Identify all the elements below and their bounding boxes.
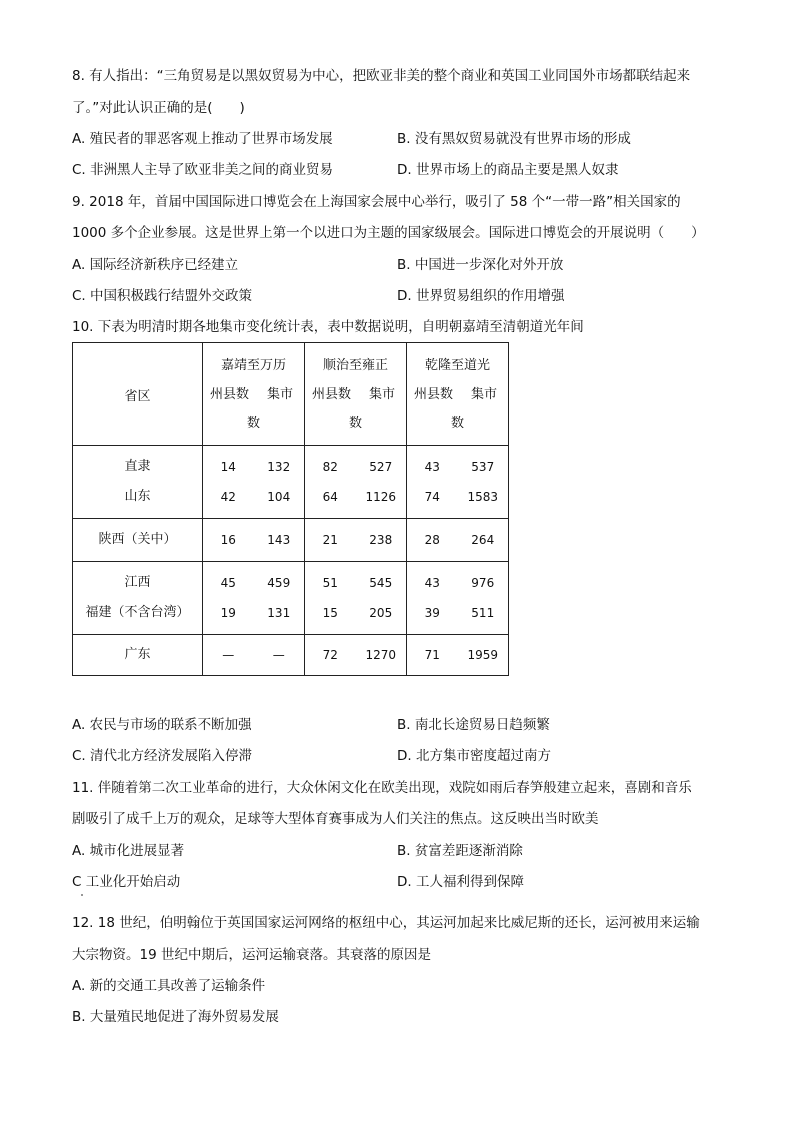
data-cell — [407, 562, 509, 635]
cell-value: 264 — [471, 533, 495, 547]
cell-value: 71 — [424, 648, 440, 662]
q10-option-d[interactable]: D. 北方集市密度超过南方 — [397, 748, 551, 764]
cell-value: 132 — [267, 460, 291, 474]
data-cell — [305, 635, 407, 676]
cell-value: 1270 — [365, 648, 397, 662]
q10-option-a[interactable]: A. 农民与市场的联系不断加强 — [72, 717, 252, 733]
province-cell: 广东 — [73, 635, 203, 676]
cell-value: 1583 — [467, 490, 499, 504]
cell-value: 39 — [424, 606, 440, 620]
q8-stem-line1: 8. 有人指出：“三角贸易是以黑奴贸易为中心，把欧亚非美的整个商业和英国工业同国外市场都联结起来 — [72, 68, 691, 84]
q11-option-d[interactable]: D. 工人福利得到保障 — [397, 874, 524, 890]
cell-value: 43 — [424, 576, 440, 590]
q8-stem-line2: 了。”对此认识正确的是( ) — [72, 100, 245, 116]
table-row — [73, 519, 509, 562]
q11-stem-line2: 剧吸引了成千上万的观众，足球等大型体育赛事成为人们关注的焦点。这反映出当时欧美 — [72, 811, 599, 827]
cell-value: 14 — [220, 460, 236, 474]
q10-option-b[interactable]: B. 南北长途贸易日趋频繁 — [397, 717, 550, 733]
cell-value: 74 — [424, 490, 440, 504]
q11-option-c[interactable]: C 工业化开始启动 — [72, 874, 181, 890]
header-province: 省区 — [73, 343, 203, 446]
province-cell: 江西 福建（不含台湾） — [73, 562, 203, 635]
q12-stem-line1: 12. 18 世纪，伯明翰位于英国国家运河网络的枢纽中心，其运河加起来比威尼斯的还长，运河被用来运输 — [72, 915, 700, 931]
cell-value: 511 — [471, 606, 495, 620]
data-cell — [305, 446, 407, 519]
cell-value: 72 — [322, 648, 338, 662]
data-cell — [203, 519, 305, 562]
cell-value: 43 — [424, 460, 440, 474]
cell-value: 545 — [369, 576, 393, 590]
cell-value: — — [222, 648, 235, 662]
cell-value: 45 — [220, 576, 236, 590]
period-label: 乾隆至道光 — [424, 357, 490, 373]
q12-option-a[interactable]: A. 新的交通工具改善了运输条件 — [72, 978, 266, 994]
period-label: 嘉靖至万历 — [220, 357, 286, 373]
header-period-1 — [203, 343, 305, 446]
q8-option-b[interactable]: B. 没有黑奴贸易就没有世界市场的形成 — [397, 131, 631, 147]
period-label: 顺治至雍正 — [322, 357, 388, 373]
cell-value: 205 — [369, 606, 393, 620]
table-row — [73, 635, 509, 676]
q9-option-b[interactable]: B. 中国进一步深化对外开放 — [397, 257, 564, 273]
cell-value: 19 — [220, 606, 236, 620]
cell-value: 21 — [322, 533, 338, 547]
market-statistics-table — [72, 342, 509, 676]
sub-county: 州县数 — [413, 386, 453, 402]
cell-value: 976 — [471, 576, 495, 590]
table-row — [73, 562, 509, 635]
q9-stem-line2: 1000 多个企业参展。这是世界上第一个以进口为主题的国家级展会。国际进口博览会的开展说明（ ） — [72, 225, 705, 241]
header-period-3 — [407, 343, 509, 446]
data-cell — [305, 562, 407, 635]
q11-option-b[interactable]: B. 贫富差距逐渐消除 — [397, 843, 523, 859]
cell-value: 143 — [267, 533, 291, 547]
q8-option-a[interactable]: A. 殖民者的罪恶客观上推动了世界市场发展 — [72, 131, 333, 147]
q9-option-a[interactable]: A. 国际经济新秩序已经建立 — [72, 257, 239, 273]
cell-value: 82 — [322, 460, 338, 474]
cell-value: 16 — [220, 533, 236, 547]
data-cell — [203, 635, 305, 676]
q8-option-c[interactable]: C. 非洲黑人主导了欧亚非美之间的商业贸易 — [72, 162, 334, 178]
cell-value: 64 — [322, 490, 338, 504]
cell-value: 131 — [267, 606, 291, 620]
q9-option-d[interactable]: D. 世界贸易组织的作用增强 — [397, 288, 565, 304]
sub-tail: 数 — [348, 415, 362, 431]
header-period-2 — [305, 343, 407, 446]
cell-value: 28 — [424, 533, 440, 547]
q9-stem-line1: 9. 2018 年，首届中国国际进口博览会在上海国家会展中心举行，吸引了 58 个“一带一路”相关国家的 — [72, 194, 681, 210]
cell-value: 1959 — [467, 648, 499, 662]
sub-tail: 数 — [450, 415, 464, 431]
q10-option-c[interactable]: C. 清代北方经济发展陷入停滞 — [72, 748, 253, 764]
sub-county: 州县数 — [209, 386, 249, 402]
sub-tail: 数 — [246, 415, 260, 431]
sub-market: 集市 — [368, 386, 395, 402]
province-cell: 陕西（关中） — [73, 519, 203, 562]
q8-option-d[interactable]: D. 世界市场上的商品主要是黑人奴隶 — [397, 162, 619, 178]
province-cell: 直隶 山东 — [73, 446, 203, 519]
cell-value: 537 — [471, 460, 495, 474]
data-cell — [407, 635, 509, 676]
cell-value: 104 — [267, 490, 291, 504]
q12-option-b[interactable]: B. 大量殖民地促进了海外贸易发展 — [72, 1009, 279, 1025]
sub-market: 集市 — [470, 386, 497, 402]
cell-value: 238 — [369, 533, 393, 547]
data-cell — [407, 519, 509, 562]
q10-stem-line1: 10. 下表为明清时期各地集市变化统计表，表中数据说明，自明朝嘉靖至清朝道光年间 — [72, 319, 584, 335]
cell-value: 15 — [322, 606, 338, 620]
q11-option-a[interactable]: A. 城市化进展显著 — [72, 843, 185, 859]
stray-mark — [81, 894, 83, 896]
sub-county: 州县数 — [311, 386, 351, 402]
data-cell — [407, 446, 509, 519]
cell-value: 42 — [220, 490, 236, 504]
q9-option-c[interactable]: C. 中国积极践行结盟外交政策 — [72, 288, 253, 304]
data-cell — [305, 519, 407, 562]
cell-value: 1126 — [365, 490, 397, 504]
data-cell — [203, 562, 305, 635]
cell-value: 459 — [267, 576, 291, 590]
q12-stem-line2: 大宗物资。19 世纪中期后，运河运输衰落。其衰落的原因是 — [72, 947, 431, 963]
data-cell — [203, 446, 305, 519]
cell-value: — — [272, 648, 285, 662]
table-row — [73, 446, 509, 519]
cell-value: 51 — [322, 576, 338, 590]
cell-value: 527 — [369, 460, 393, 474]
q11-stem-line1: 11. 伴随着第二次工业革命的进行，大众休闲文化在欧美出现，戏院如雨后春笋般建立起来，喜剧和音乐 — [72, 780, 692, 796]
sub-market: 集市 — [266, 386, 293, 402]
